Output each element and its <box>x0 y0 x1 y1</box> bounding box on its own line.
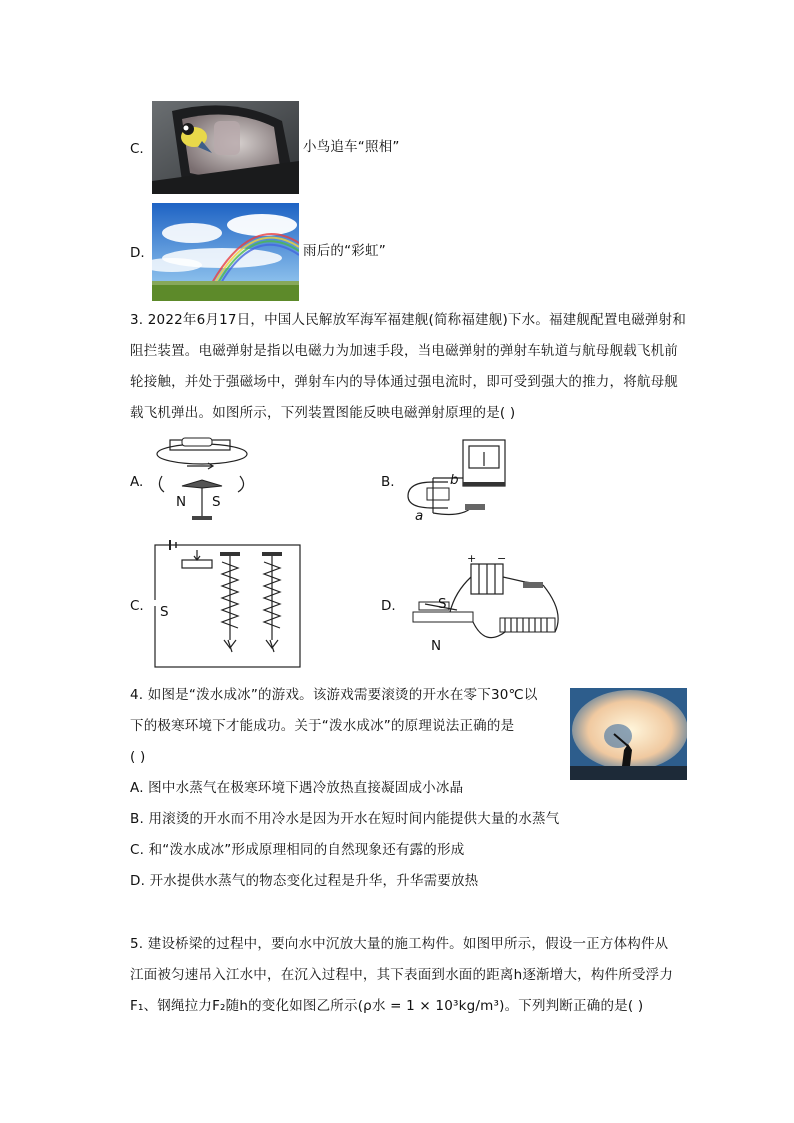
q5-line-3: F₁、钢绳拉力F₂随h的变化如图乙所示(ρ水 = 1 × 10³kg/m³)。下列判断正确的是( ) <box>130 998 644 1014</box>
q3-option-b-letter: B. <box>381 474 395 490</box>
electromagnet-figure <box>152 540 302 670</box>
q4-option-c: C. 和“泼水成冰”形成原理相同的自然现象还有露的形成 <box>130 842 465 858</box>
q4-option-a: A. 图中水蒸气在极寒环境下遇冷放热直接凝固成小冰晶 <box>130 780 464 796</box>
q3-option-a-letter: A. <box>130 474 144 490</box>
q3-option-d-letter: D. <box>381 598 396 614</box>
q3-line-1: 3. 2022年6月17日，中国人民解放军海军福建舰(简称福建舰)下水。福建舰配置电磁弹射和 <box>130 312 687 328</box>
fig-b-a-label: a <box>415 508 424 524</box>
induction-figure <box>403 438 513 526</box>
fig-a-n-label: N <box>176 494 187 510</box>
fig-a-s-label: S <box>212 494 221 510</box>
fig-b-b-label: b <box>450 472 459 488</box>
bird-mirror-photo <box>152 101 299 194</box>
option-d-caption: 雨后的“彩虹” <box>303 243 386 259</box>
q4-line-1: 4. 如图是“泼水成冰”的游戏。该游戏需要滚烫的开水在零下30℃以 <box>130 687 538 703</box>
motor-principle-figure <box>405 552 565 657</box>
q3-line-3: 轮接触，并处于强磁场中，弹射车内的导体通过强电流时，即可受到强大的推力，将航母舰 <box>130 374 678 390</box>
q4-line-2: 下的极寒环境下才能成功。关于“泼水成冰”的原理说法正确的是 <box>130 718 515 734</box>
option-d-letter: D. <box>130 245 145 261</box>
q5-line-2: 江面被匀速吊入江水中，在沉入过程中，其下表面到水面的距离h逐渐增大，构件所受浮力 <box>130 967 674 983</box>
q4-option-b: B. 用滚烫的开水而不用冷水是因为开水在短时间内能提供大量的水蒸气 <box>130 811 560 827</box>
q3-line-4: 载飞机弹出。如图所示，下列装置图能反映电磁弹射原理的是( ) <box>130 405 516 421</box>
fig-d-n-label: N <box>431 638 442 654</box>
fig-d-s-label: S <box>438 596 447 612</box>
fig-c-s-label: S <box>160 604 169 620</box>
fig-d-plus-label: + <box>467 552 477 565</box>
q4-line-3: ( ) <box>130 749 146 765</box>
option-c-caption: 小鸟追车“照相” <box>303 139 400 155</box>
option-c-letter: C. <box>130 141 144 157</box>
q3-line-2: 阻拦装置。电磁弹射是指以电磁力为加速手段，当电磁弹射的弹射车轨道与航母舰载飞机前 <box>130 343 678 359</box>
q4-option-d: D. 开水提供水蒸气的物态变化过程是升华，升华需要放热 <box>130 873 479 889</box>
q3-option-c-letter: C. <box>130 598 144 614</box>
fig-d-minus-label: − <box>497 552 507 565</box>
oersted-figure <box>152 436 252 526</box>
rainbow-photo <box>152 203 299 301</box>
q5-line-1: 5. 建设桥梁的过程中，要向水中沉放大量的施工构件。如图甲所示，假设一正方体构件从 <box>130 936 669 952</box>
splash-ice-photo <box>570 688 687 780</box>
